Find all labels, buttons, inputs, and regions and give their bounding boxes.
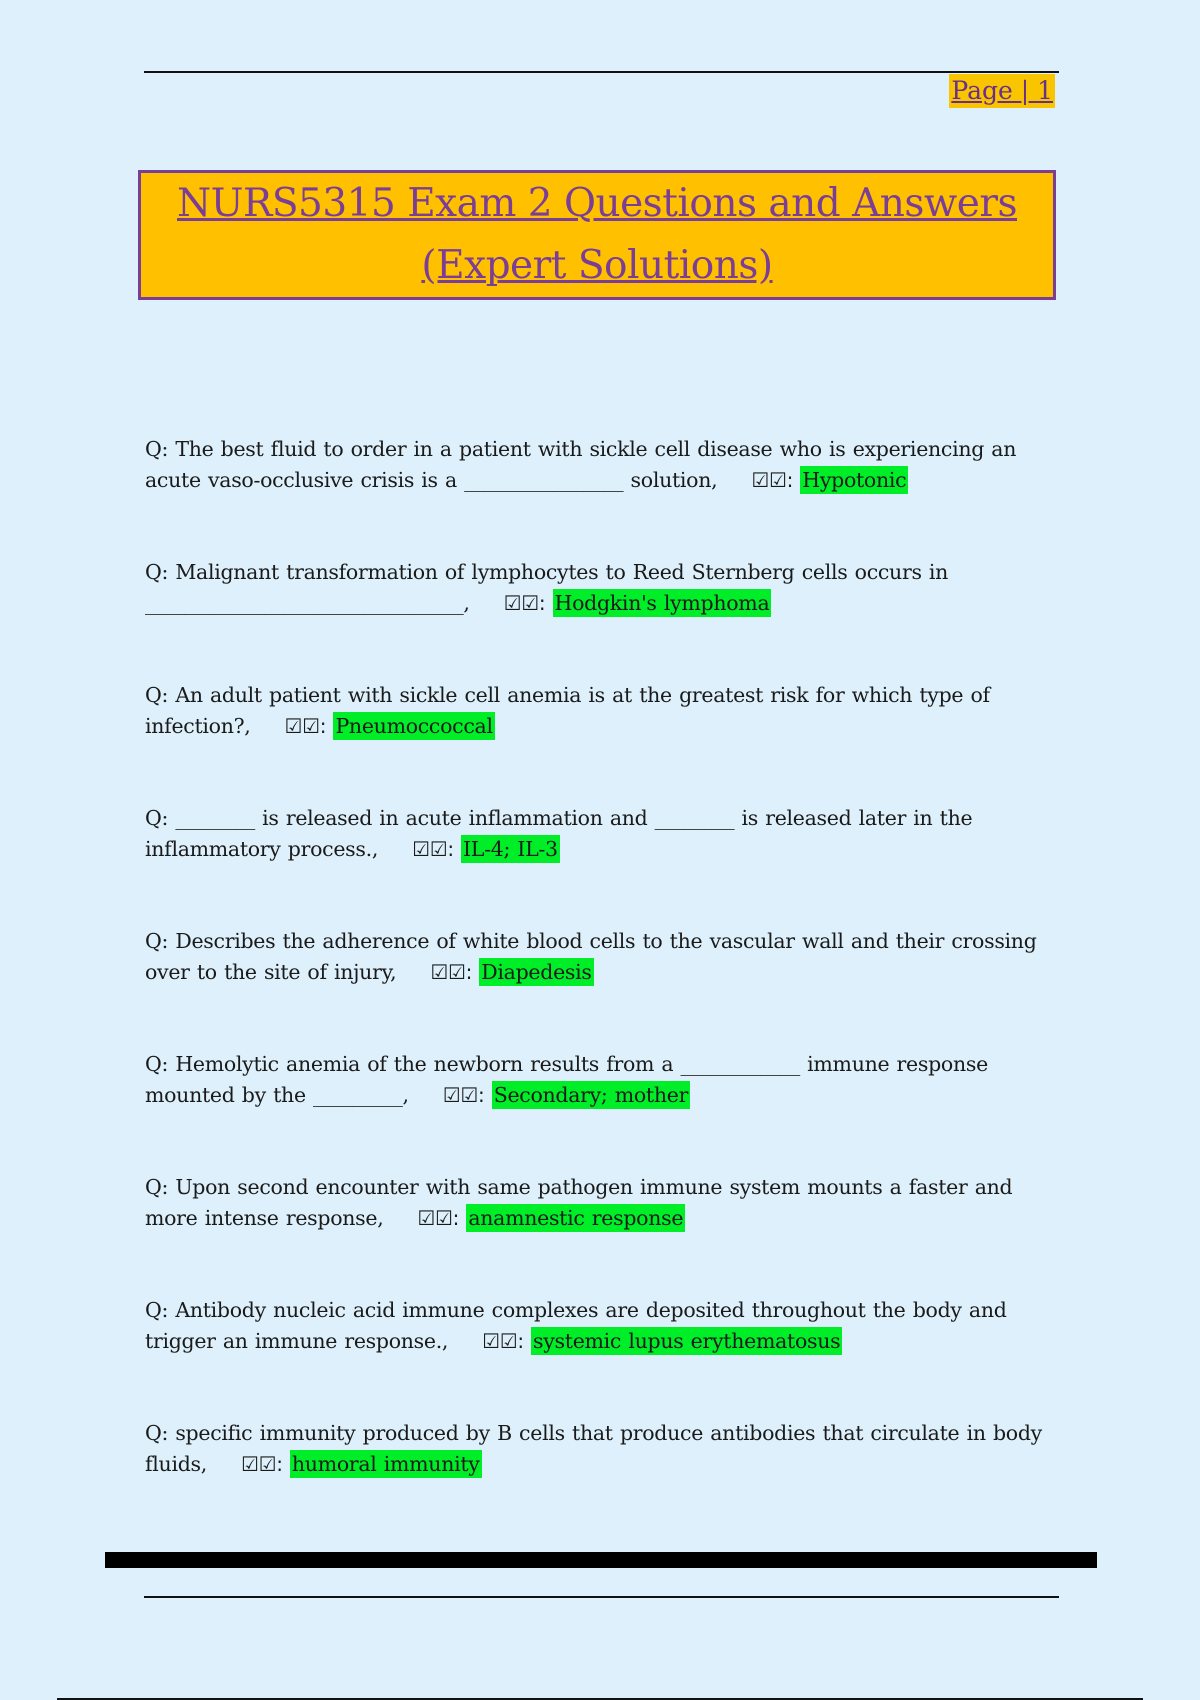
answer-highlight: Pneumoccoccal (335, 714, 493, 738)
footer-rule (144, 1596, 1059, 1598)
check-box-icon: ☑☑: (503, 591, 546, 615)
question-text: Q: Antibody nucleic acid immune complexes are deposited throughout the body and trigger an immune response., (145, 1298, 1007, 1353)
question-text: Q: Hemolytic anemia of the newborn results from a ____________ immune response mounted by the _________, (145, 1052, 988, 1107)
check-box-icon: ☑☑: (442, 1083, 485, 1107)
title-line-1: NURS5315 Exam 2 Questions and Answers (176, 181, 1017, 226)
check-box-icon: ☑☑: (417, 1206, 460, 1230)
answer-highlight: Hodgkin's lymphoma (554, 591, 770, 615)
question-text: Q: An adult patient with sickle cell anemia is at the greatest risk for which type of infection?, (145, 683, 990, 738)
question-item (145, 926, 1045, 1049)
question-item (145, 1049, 1045, 1172)
question-list (145, 434, 1045, 1541)
question-item (145, 1295, 1045, 1418)
answer-highlight: humoral immunity (291, 1452, 480, 1476)
answer-highlight: systemic lupus erythematosus (533, 1329, 841, 1353)
check-box-icon: ☑☑: (430, 960, 473, 984)
answer-highlight: Hypotonic (802, 468, 907, 492)
check-box-icon: ☑☑: (412, 837, 454, 861)
question-text: Q: Upon second encounter with same pathogen immune system mounts a faster and more intense response, (145, 1175, 1013, 1230)
question-text: Q: The best fluid to order in a patient with sickle cell disease who is experiencing an acute vaso-occlusive crisis is a ________________ solution, (145, 437, 1017, 492)
title-box (138, 170, 1056, 300)
header-rule (144, 71, 1059, 73)
question-text: Q: Malignant transformation of lymphocytes to Reed Sternberg cells occurs in ________________________________, (145, 560, 949, 615)
question-text: Q: specific immunity produced by B cells that produce antibodies that circulate in body fluids, (145, 1421, 1042, 1476)
question-item (145, 1418, 1045, 1541)
check-box-icon: ☑☑: (284, 714, 327, 738)
question-item (145, 680, 1045, 803)
question-item (145, 557, 1045, 680)
question-item (145, 803, 1045, 926)
footer-bar (105, 1552, 1097, 1568)
answer-highlight: Diapedesis (481, 960, 592, 984)
question-item (145, 434, 1045, 557)
title-line-2: (Expert Solutions) (421, 243, 773, 288)
question-text: Q: Describes the adherence of white blood cells to the vascular wall and their crossing over to the site of injury, (145, 929, 1037, 984)
question-item (145, 1172, 1045, 1295)
answer-highlight: anamnestic response (468, 1206, 684, 1230)
check-box-icon: ☑☑: (482, 1329, 524, 1353)
page-number: Page | 1 (949, 74, 1055, 108)
answer-highlight: IL-4; IL-3 (462, 837, 558, 861)
answer-highlight: Secondary; mother (493, 1083, 689, 1107)
question-text: Q: ________ is released in acute inflammation and ________ is released later in the inflammatory process., (145, 806, 973, 861)
document-title (177, 173, 1017, 297)
check-box-icon: ☑☑: (751, 468, 794, 492)
check-box-icon: ☑☑: (240, 1452, 283, 1476)
